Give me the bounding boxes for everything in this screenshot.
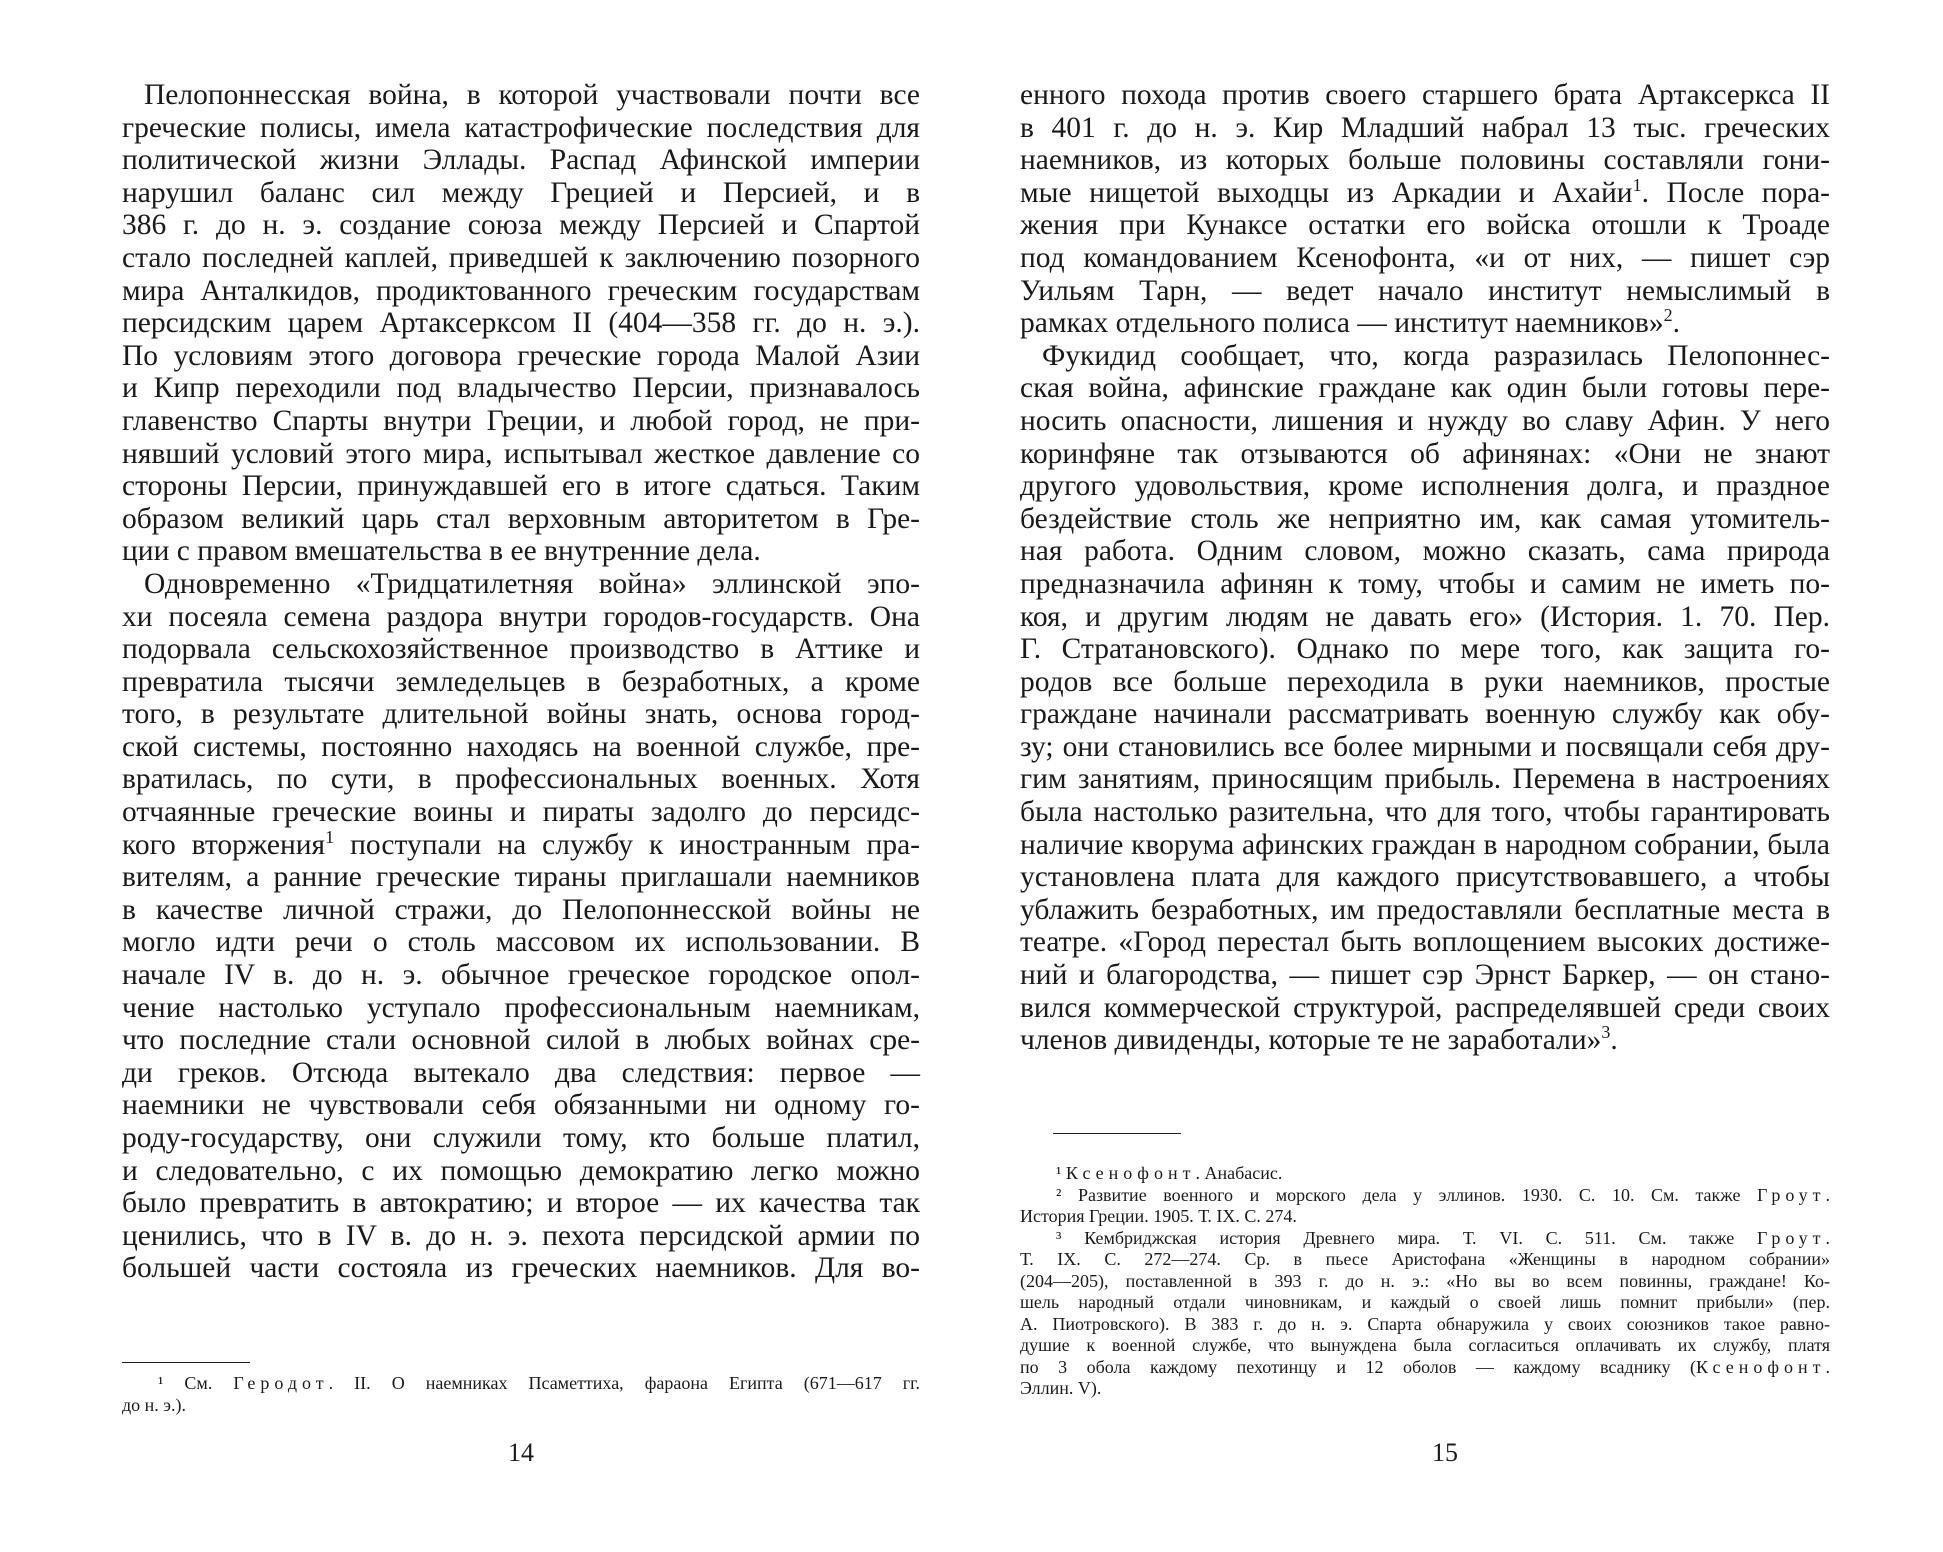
footnote-fragment: по 3 обола каждому пехотинцу и 12 оболов — каждому всаднику ( <box>1020 1356 1696 1377</box>
text-line: зу; они становились все более мирными и посвящали себя дру- <box>1020 730 1830 763</box>
text-line: вратилась, по сути, в профессиональных военных. Хотя <box>122 763 920 796</box>
footnote-mark: 1 <box>1632 174 1642 195</box>
footnote-line: История Греции. 1905. Т. IX. С. 274. <box>1020 1206 1297 1226</box>
footnote-line: шель народный отдали чиновникам, и каждый о своей лишь помнит прибыли» (пер. <box>1020 1292 1830 1312</box>
footnote-fragment: . II. О наемниках Псаметтиха, фараона Египта (671—617 гг. <box>328 1373 921 1393</box>
text-line: начале IV в. до н. э. обычное греческое городское опол- <box>122 959 920 992</box>
footnote-fragment: ² Развитие военного и морского дела у эллинов. 1930. С. 10. См. также <box>1056 1184 1758 1205</box>
text-line: ской системы, постоянно находясь на военной службе, пре- <box>122 730 920 763</box>
text-line: театре. «Город перестал быть воплощением высоких достиже- <box>1020 926 1830 959</box>
text-line: чение настолько уступало профессиональным наемникам, <box>122 991 920 1024</box>
text-line: стало последней каплей, приведшей к заключению позорного <box>122 241 920 274</box>
text-line: главенство Спарты внутри Греции, и любой город, не при- <box>122 404 920 437</box>
footnote-author: Гроут <box>1757 1227 1826 1248</box>
footnote-line <box>1020 1185 1830 1207</box>
right-page-body <box>1020 79 1830 1057</box>
text-line: наемники не чувствовали себя обязанными ни одному го- <box>122 1089 920 1122</box>
footnote-fragment: . <box>1825 1227 1830 1248</box>
footnote-line <box>1020 1357 1830 1379</box>
footnote-line: до н. э.). <box>122 1394 187 1415</box>
text-line: подорвала сельскохозяйственное производство в Аттике и <box>122 633 920 666</box>
page-number: 14 <box>508 1438 534 1467</box>
footnote-line: душие к военной службе, что вынуждена была согласиться оплачивать их службу, платя <box>1020 1335 1830 1355</box>
text-fragment: . После пора- <box>1641 176 1830 209</box>
text-line: коринфяне так отзываются об афинянах: «Они не знают <box>1020 437 1830 470</box>
text-line: енного похода против своего старшего брата Артаксеркса II <box>1020 79 1830 111</box>
text-line: Фукидид сообщает, что, когда разразилась Пелопоннес- <box>1042 339 1830 372</box>
text-line: превратила тысячи земледельцев в безработных, а кроме <box>122 665 920 698</box>
footnote-line: Т. IX. С. 272—274. Ср. в пьесе Аристофана «Женщины в народном собрании» <box>1020 1249 1830 1269</box>
text-line: была настолько разительна, что для того, чтобы гарантировать <box>1020 796 1830 829</box>
text-line: носить опасности, лишения и нужду во славу Афин. У него <box>1020 404 1830 437</box>
text-line: образом великий царь стал верховным авторитетом в Гре- <box>122 502 920 535</box>
text-fragment: членов дивиденды, которые те не заработали» <box>1020 1024 1602 1057</box>
text-line: коя, и другим людям не давать его» (История. 1. 70. Пер. <box>1020 600 1830 633</box>
footnote-line <box>1020 1163 1830 1185</box>
text-line: нявший условий этого мира, испытывал жесткое давление со <box>122 437 920 470</box>
text-line: ди греков. Отсюда вытекало два следствия: первое — <box>122 1056 920 1089</box>
footnote-author: Гроут <box>1757 1184 1826 1205</box>
text-line: могло идти речи о столь массовом их использовании. В <box>122 926 920 959</box>
text-line: ублажить безработных, им предоставляли бесплатные места в <box>1020 893 1830 926</box>
text-line: ний и благородства, — пишет сэр Эрнст Баркер, — он стано- <box>1020 959 1830 992</box>
text-line: было превратить в автократию; и второе — их качества так <box>122 1187 920 1220</box>
text-line: Г. Стратановского). Однако по мере того, как защита го- <box>1020 633 1830 666</box>
text-line: ская война, афинские граждане как один были готовы пере- <box>1020 372 1830 405</box>
text-line: вился коммерческой структурой, распределявшей среди своих <box>1020 991 1830 1024</box>
footnote-author: Ксенофонт <box>1695 1356 1826 1377</box>
text-line: того, в результате длительной войны знать, основа город- <box>122 698 920 731</box>
text-line-with-footnote <box>122 826 920 862</box>
text-line: бездействие столь же неприятно им, как самая утомитель- <box>1020 502 1830 535</box>
footnote-mark: 3 <box>1601 1022 1611 1043</box>
footnote-author: Ксенофонт <box>1065 1163 1196 1183</box>
text-line: Одновременно «Тридцатилетняя война» эллинской эпо- <box>144 567 920 600</box>
text-line: 386 г. до н. э. создание союза между Персией и Спартой <box>122 209 920 242</box>
text-line: ции с правом вмешательства в ее внутренние дела. <box>122 535 761 568</box>
text-line: хи посеяла семена раздора внутри городов-государств. Она <box>122 600 920 633</box>
footnote-mark: 1 <box>325 826 335 847</box>
footnote-fragment: . Анабасис. <box>1195 1163 1283 1183</box>
footnote-line: А. Пиотровского). В 383 г. до н. э. Спарта обнаружила у своих союзников такое равно- <box>1020 1313 1830 1334</box>
text-line: греческие полисы, имела катастрофические последствия для <box>122 111 920 144</box>
text-line: предназначила афинян к тому, чтобы и самим не иметь по- <box>1020 567 1830 600</box>
text-fragment: поступали на службу к иностранным пра- <box>334 828 920 861</box>
text-line: персидским царем Артаксерксом II (404—358 гг. до н. э.). <box>122 307 920 340</box>
footnote-fragment: . <box>1825 1356 1830 1377</box>
footnote-author: Геродот <box>233 1373 329 1393</box>
text-line: отчаянные греческие воины и пираты задолго до персидс- <box>122 796 920 829</box>
text-line: наемников, из которых больше половины составляли гони- <box>1020 144 1830 177</box>
text-line: граждане начинали рассматривать военную службу как обу- <box>1020 698 1830 731</box>
footnote-divider <box>122 1362 250 1363</box>
text-line: гим занятиям, приносящим прибыль. Перемена в настроениях <box>1020 763 1830 796</box>
text-fragment: кого вторжения <box>122 828 326 861</box>
footnote-line: Эллин. V). <box>1020 1378 1102 1398</box>
left-page-body <box>122 79 920 1285</box>
footnote-fragment: ¹ См. <box>158 1373 234 1393</box>
text-line-with-footnote: членов дивиденды, которые те не заработали»$^3$. <box>1020 1022 1618 1057</box>
text-line: в качестве личной стражи, до Пелопоннесской войны не <box>122 893 920 926</box>
text-line-with-footnote <box>1020 174 1830 210</box>
text-line: ценились, что в IV в. до н. э. пехота персидской армии по <box>122 1219 920 1252</box>
text-fragment: рамках отдельного полиса — институт наемников» <box>1020 307 1664 340</box>
text-line: нарушил баланс сил между Грецией и Персией, и в <box>122 176 920 209</box>
text-line: политической жизни Эллады. Распад Афинской империи <box>122 144 920 177</box>
text-line: большей части состояла из греческих наемников. Для во- <box>122 1252 920 1285</box>
right-footnotes <box>1020 1163 1830 1400</box>
footnote-fragment: ³ Кембриджская история Древнего мира. Т. VI. С. 511. См. также <box>1056 1227 1758 1248</box>
footnote-divider <box>1053 1133 1181 1134</box>
left-footnotes <box>122 1373 920 1416</box>
text-line: Пелопоннесская война, в которой участвовали почти все <box>144 79 920 111</box>
text-line: мира Анталкидов, продиктованного греческим государствам <box>122 274 920 307</box>
text-line: родов все больше переходила в руки наемников, простые <box>1020 665 1830 698</box>
text-line: установлена плата для каждого присутствовавшего, а чтобы <box>1020 861 1830 894</box>
text-line: Уильям Тарн, — ведет начало институт немыслимый в <box>1020 274 1830 307</box>
text-line: стороны Персии, принуждавшей его в итоге сдаться. Таким <box>122 470 920 503</box>
text-line: в 401 г. до н. э. Кир Младший набрал 13 тыс. греческих <box>1020 111 1830 144</box>
text-line: другого удовольствия, кроме исполнения долга, и праздное <box>1020 470 1830 503</box>
text-line-with-footnote: рамках отдельного полиса — институт наемников»$^2$. <box>1020 305 1680 340</box>
footnote-mark: 2 <box>1663 305 1673 326</box>
text-line: и следовательно, с их помощью демократию легко можно <box>122 1154 920 1187</box>
footnote-fragment: . <box>1825 1184 1830 1205</box>
footnote-line <box>122 1373 920 1395</box>
text-line: жения при Кунаксе остатки его войска отошли к Троаде <box>1020 209 1830 242</box>
text-line: ная работа. Одним словом, можно сказать, сама природа <box>1020 535 1830 568</box>
text-line: под командованием Ксенофонта, «и от них, — пишет сэр <box>1020 241 1830 274</box>
footnote-fragment: ¹ <box>1056 1163 1066 1183</box>
text-line: и Кипр переходили под владычество Персии, признавалось <box>122 372 920 405</box>
footnote-line <box>1020 1228 1830 1250</box>
text-line: вителям, а ранние греческие тираны приглашали наемников <box>122 861 920 894</box>
text-line: наличие кворума афинских граждан в народном собрании, была <box>1020 828 1830 861</box>
footnote-line: (204—205), поставленной в 393 г. до н. э.: «Но вы во всем повинны, граждане! Ко- <box>1020 1270 1830 1291</box>
page-number: 15 <box>1432 1438 1458 1467</box>
text-line: что последние стали основной силой в любых войнах сре- <box>122 1024 920 1057</box>
text-line: роду-государству, они служили тому, кто больше платил, <box>122 1122 920 1154</box>
text-fragment: мые нищетой выходцы из Аркадии и Ахайи <box>1020 176 1633 209</box>
text-line: По условиям этого договора греческие города Малой Азии <box>122 339 920 372</box>
